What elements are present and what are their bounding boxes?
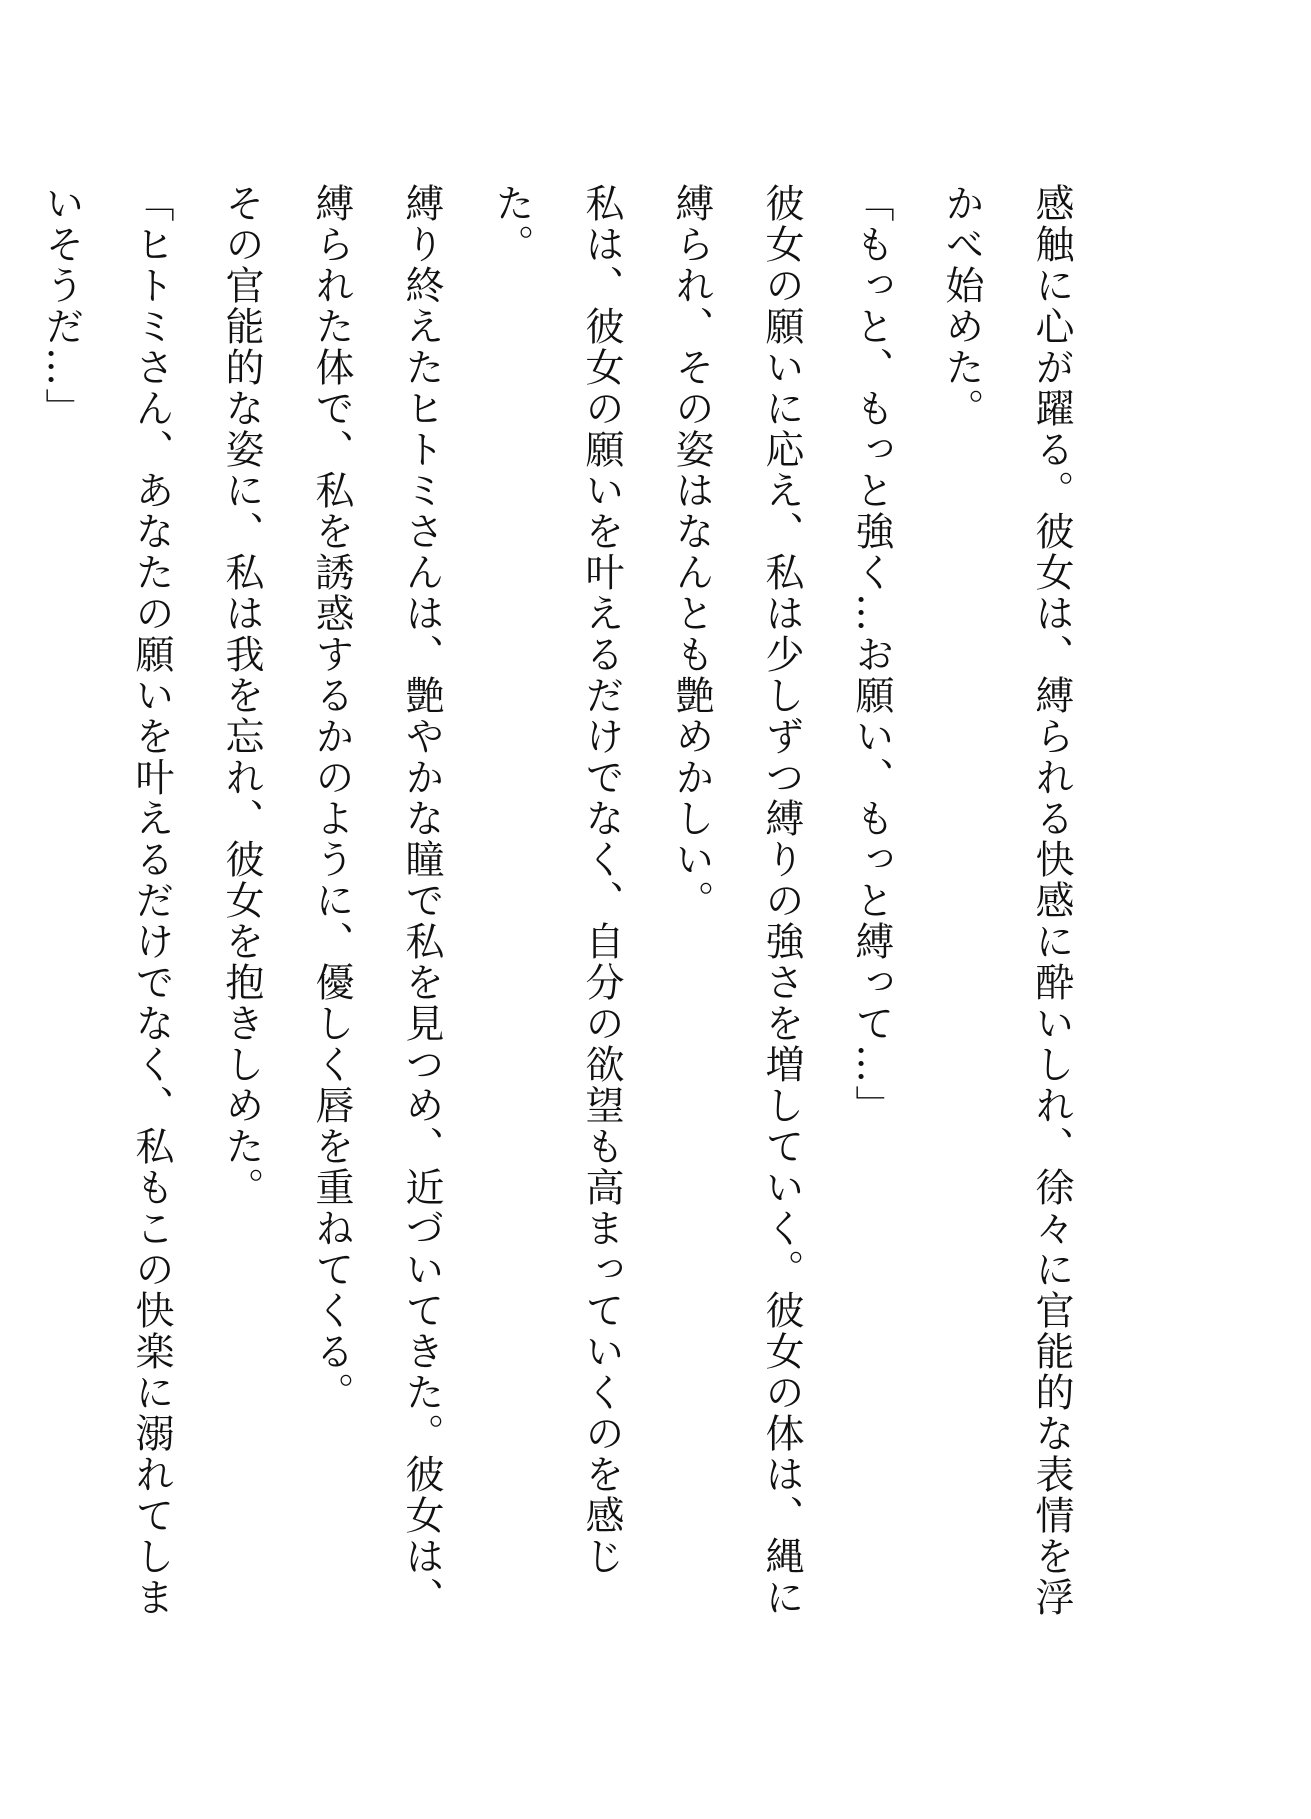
paragraph: 私は、彼女の願いを叶えるだけでなく、自分の欲望も高まっていくのを感じた。 bbox=[489, 183, 624, 1577]
dialogue-line: 「ヒトミさん、あなたの願いを叶えるだけでなく、私もこの快楽に溺れてしまいそうだ…」 bbox=[39, 183, 174, 1618]
paragraph: 感触に心が躍る。彼女は、縛られる快感に酔いしれ、徐々に官能的な表情を浮かべ始めた。 bbox=[939, 183, 1074, 1618]
paragraph: その官能的な姿に、私は我を忘れ、彼女を抱きしめた。 bbox=[219, 183, 264, 1208]
paragraph: 彼女の願いに応え、私は少しずつ縛りの強さを増していく。彼女の体は、縄に縛られ、その姿はなんとも艶めかしい。 bbox=[669, 183, 804, 1618]
dialogue-line: 「もっと、もっと強く…お願い、もっと縛って…」 bbox=[849, 183, 894, 1126]
vertical-text-body bbox=[39, 183, 1096, 1643]
paragraph: 縛り終えたヒトミさんは、艶やかな瞳で私を見つめ、近づいてきた。彼女は、縛られた体で、私を誘惑するかのように、優しく唇を重ねてくる。 bbox=[309, 183, 444, 1618]
